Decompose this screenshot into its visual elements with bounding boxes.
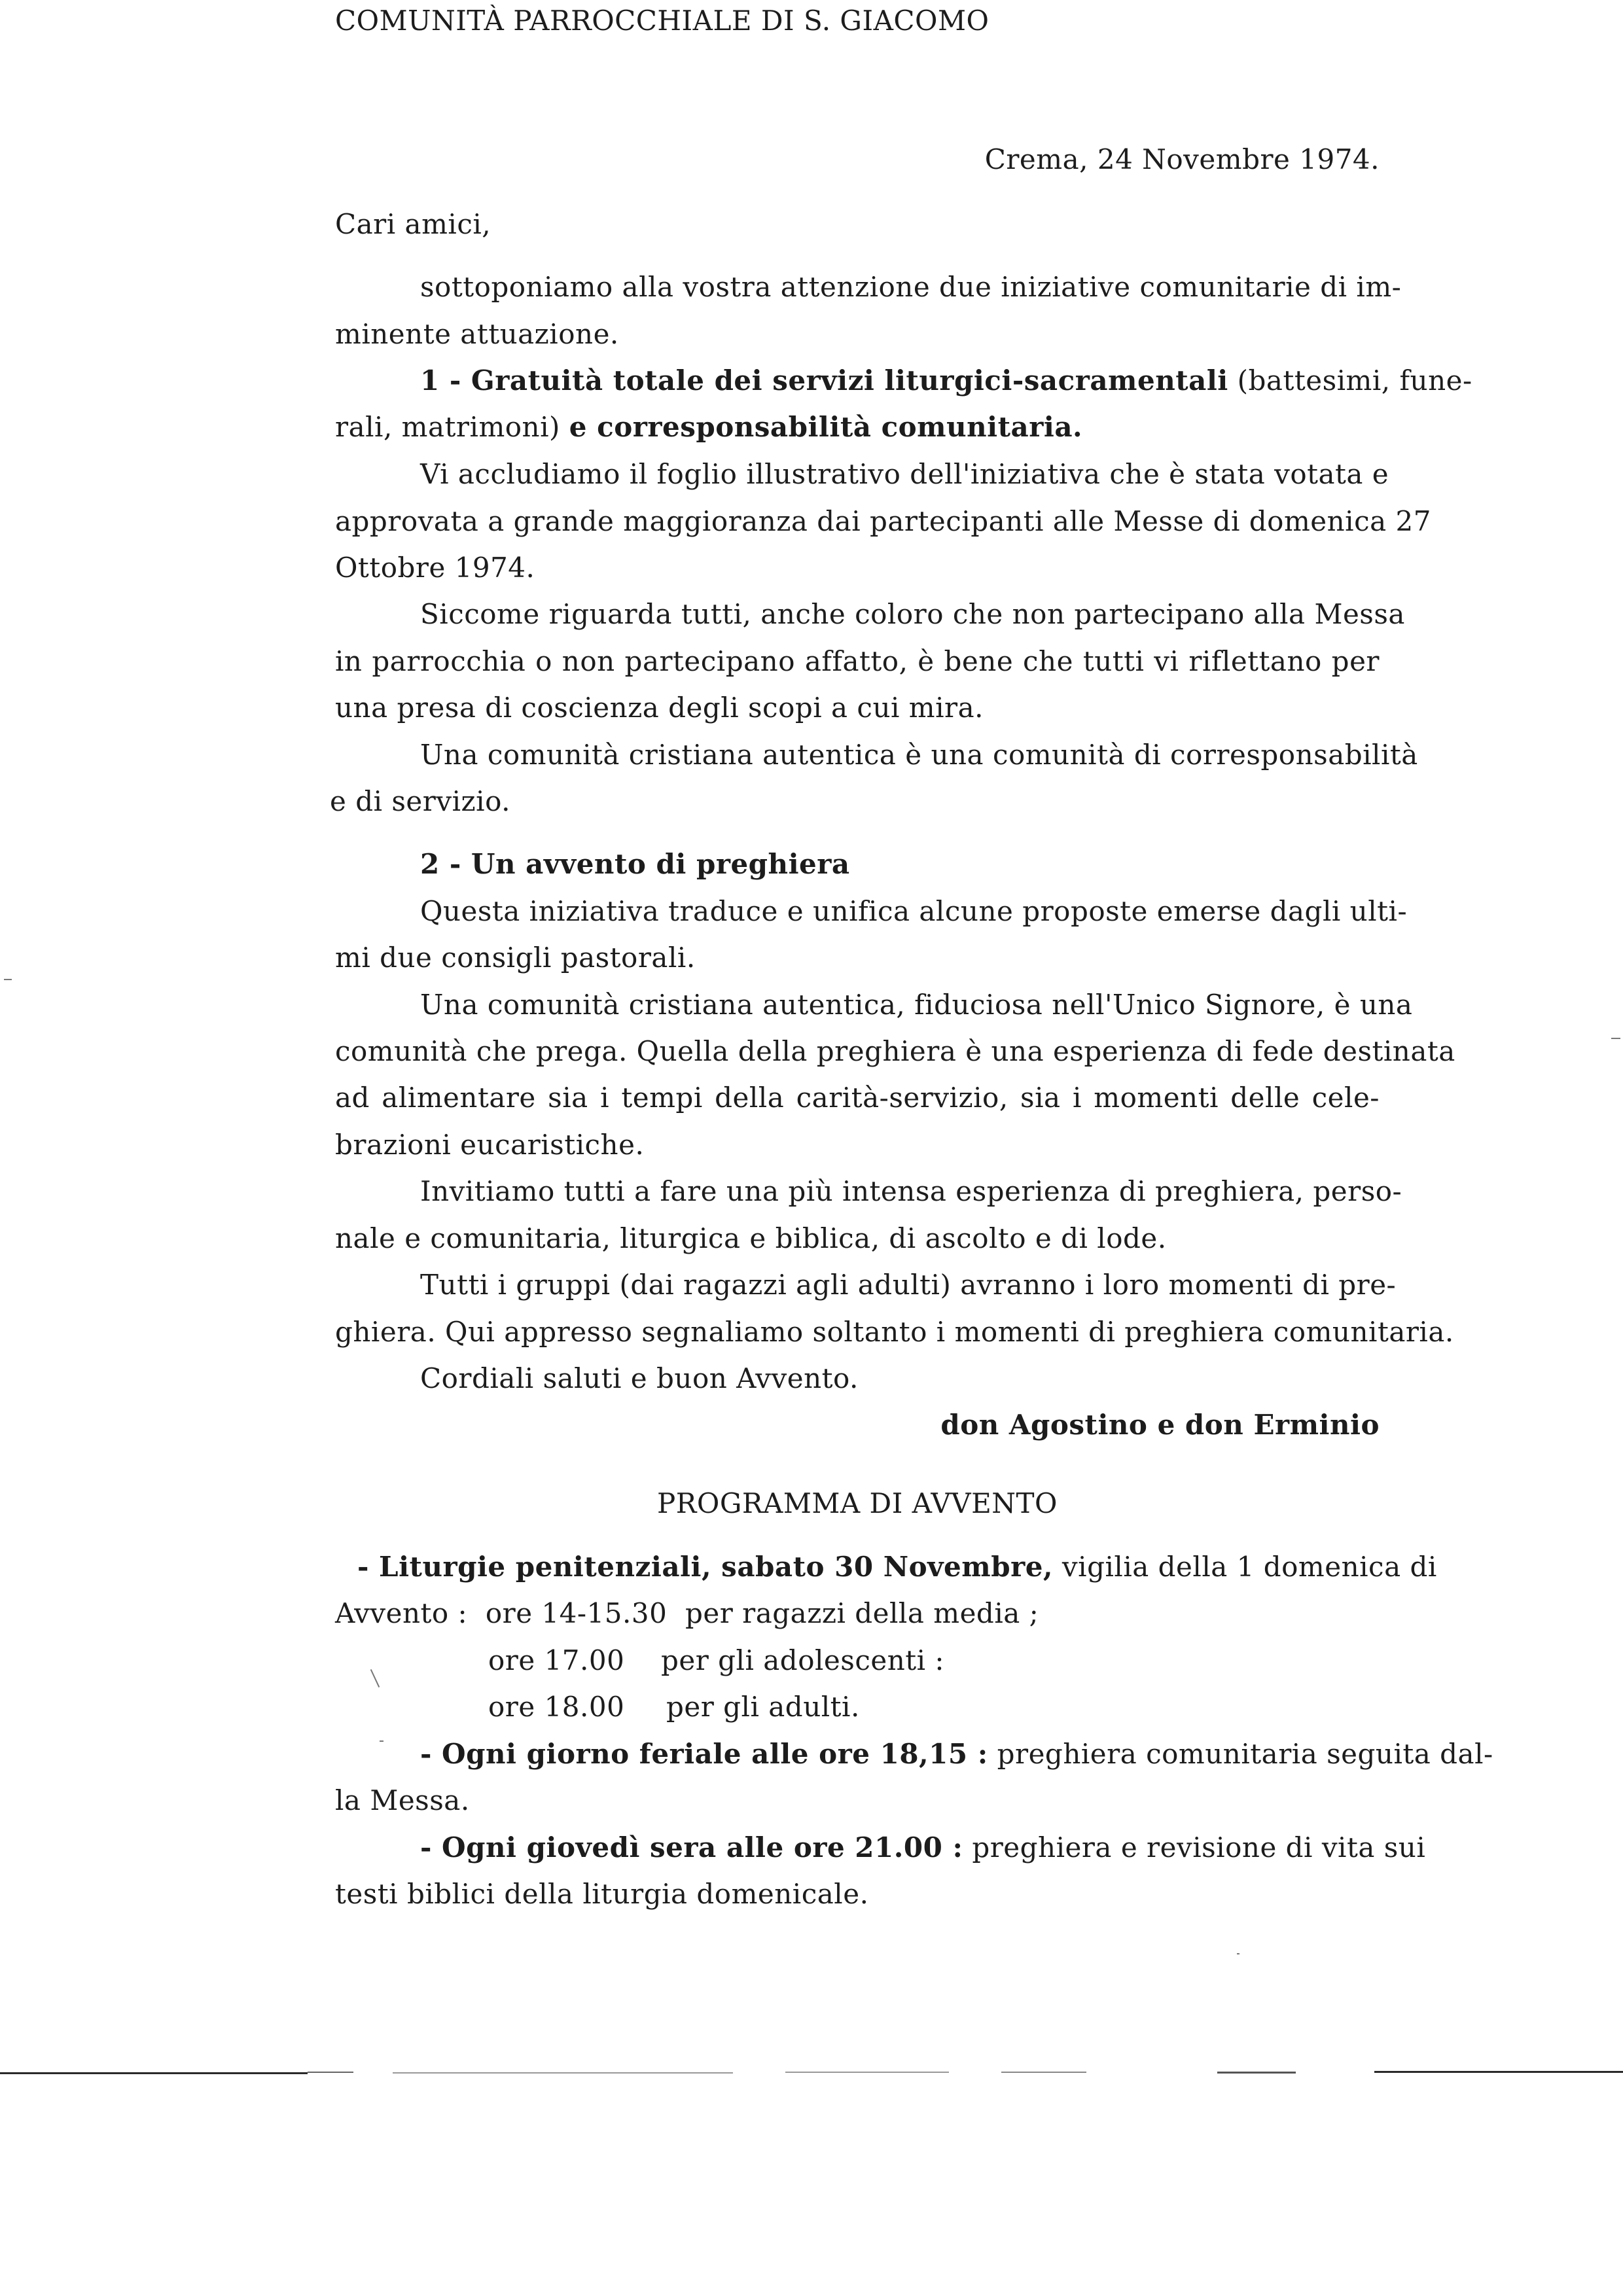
parish-header: COMUNITÀ PARROCCHIALE DI S. GIACOMO xyxy=(335,5,990,37)
item2-p4-line-1: Tutti i gruppi (dai ragazzi agli adulti) avranno i loro momenti di pre- xyxy=(420,1269,1397,1301)
intro-line-2: minente attuazione. xyxy=(335,318,619,350)
signature: don Agostino e don Erminio xyxy=(940,1409,1380,1441)
salutation: Cari amici, xyxy=(335,208,491,240)
item1-heading-line-2: rali, matrimoni) e corresponsabilità comunitaria. xyxy=(335,411,1083,443)
item1-p3-line-2: e di servizio. xyxy=(330,785,510,817)
item2-p3-line-1: Invitiamo tutti a fare una più intensa esperienza di preghiera, perso- xyxy=(420,1175,1402,1207)
item1-p1-line-1: Vi accludiamo il foglio illustrativo dell'iniziativa che è stata votata e xyxy=(420,458,1389,490)
program-b-line-1: - Ogni giorno feriale alle ore 18,15 : preghiera comunitaria seguita dal- xyxy=(420,1738,1493,1770)
item2-p3-line-2: nale e comunitaria, liturgica e biblica, di ascolto e di lode. xyxy=(335,1222,1167,1254)
program-a-time-2: ore 17.00 xyxy=(488,1644,625,1676)
program-a-line-2: Avvento : ore 14-15.30 per ragazzi della media ; xyxy=(335,1597,1039,1629)
fold-line-segment xyxy=(0,2072,308,2074)
scan-speck xyxy=(1611,1038,1620,1039)
item1-p2-line-1: Siccome riguarda tutti, anche coloro che non partecipano alla Messa xyxy=(420,598,1405,630)
program-title: PROGRAMMA DI AVVENTO xyxy=(657,1487,1058,1519)
item2-p2-line-2: comunità che prega. Quella della preghiera è una esperienza di fede destinata xyxy=(335,1035,1455,1067)
fold-line-segment xyxy=(1001,2072,1086,2073)
fold-line-segment xyxy=(1374,2071,1623,2073)
item1-p3-line-1: Una comunità cristiana autentica è una comunità di corresponsabilità xyxy=(420,739,1418,771)
item2-p2-line-4: brazioni eucaristiche. xyxy=(335,1129,645,1161)
intro-line-1: sottoponiamo alla vostra attenzione due iniziative comunitarie di im- xyxy=(420,271,1402,303)
fold-line-segment xyxy=(1217,2072,1296,2074)
scan-speck xyxy=(370,1669,380,1687)
closing-greeting: Cordiali saluti e buon Avvento. xyxy=(420,1362,859,1394)
scan-speck xyxy=(4,979,12,980)
scan-speck xyxy=(1237,1953,1240,1954)
program-c-line-1: - Ogni giovedì sera alle ore 21.00 : preghiera e revisione di vita sui xyxy=(420,1831,1426,1863)
item1-p2-line-2: in parrocchia o non partecipano affatto, è bene che tutti vi riflettano per xyxy=(335,645,1380,677)
program-c-line-2: testi biblici della liturgia domenicale. xyxy=(335,1878,869,1910)
program-a-line-1: - Liturgie penitenziali, sabato 30 Novembre, vigilia della 1 domenica di xyxy=(357,1551,1437,1583)
fold-line-segment xyxy=(393,2072,733,2074)
program-b-line-2: la Messa. xyxy=(335,1784,470,1816)
fold-line-segment xyxy=(308,2072,353,2073)
item2-p1-line-2: mi due consigli pastorali. xyxy=(335,942,696,974)
item1-p1-line-3: Ottobre 1974. xyxy=(335,552,535,584)
item2-p2-line-3: ad alimentare sia i tempi della carità-servizio, sia i momenti delle cele- xyxy=(335,1082,1380,1114)
item2-p2-line-1: Una comunità cristiana autentica, fiduciosa nell'Unico Signore, è una xyxy=(420,989,1413,1021)
item2-p1-line-1: Questa iniziativa traduce e unifica alcune proposte emerse dagli ulti- xyxy=(420,895,1408,927)
program-a-desc-2: per gli adolescenti : xyxy=(661,1644,945,1676)
scan-speck xyxy=(380,1740,383,1742)
item1-p2-line-3: una presa di coscienza degli scopi a cui mira. xyxy=(335,692,984,724)
item1-p1-line-2: approvata a grande maggioranza dai partecipanti alle Messe di domenica 27 xyxy=(335,505,1431,537)
item1-heading-line-1: 1 - Gratuità totale dei servizi liturgici-sacramentali (battesimi, fune- xyxy=(420,364,1472,397)
letter-date: Crema, 24 Novembre 1974. xyxy=(984,143,1380,175)
fold-line-segment xyxy=(785,2072,949,2073)
item2-p4-line-2: ghiera. Qui appresso segnaliamo soltanto i momenti di preghiera comunitaria. xyxy=(335,1316,1454,1348)
program-a-desc-3: per gli adulti. xyxy=(666,1691,860,1723)
item2-heading: 2 - Un avvento di preghiera xyxy=(420,848,850,880)
program-a-time-3: ore 18.00 xyxy=(488,1691,625,1723)
